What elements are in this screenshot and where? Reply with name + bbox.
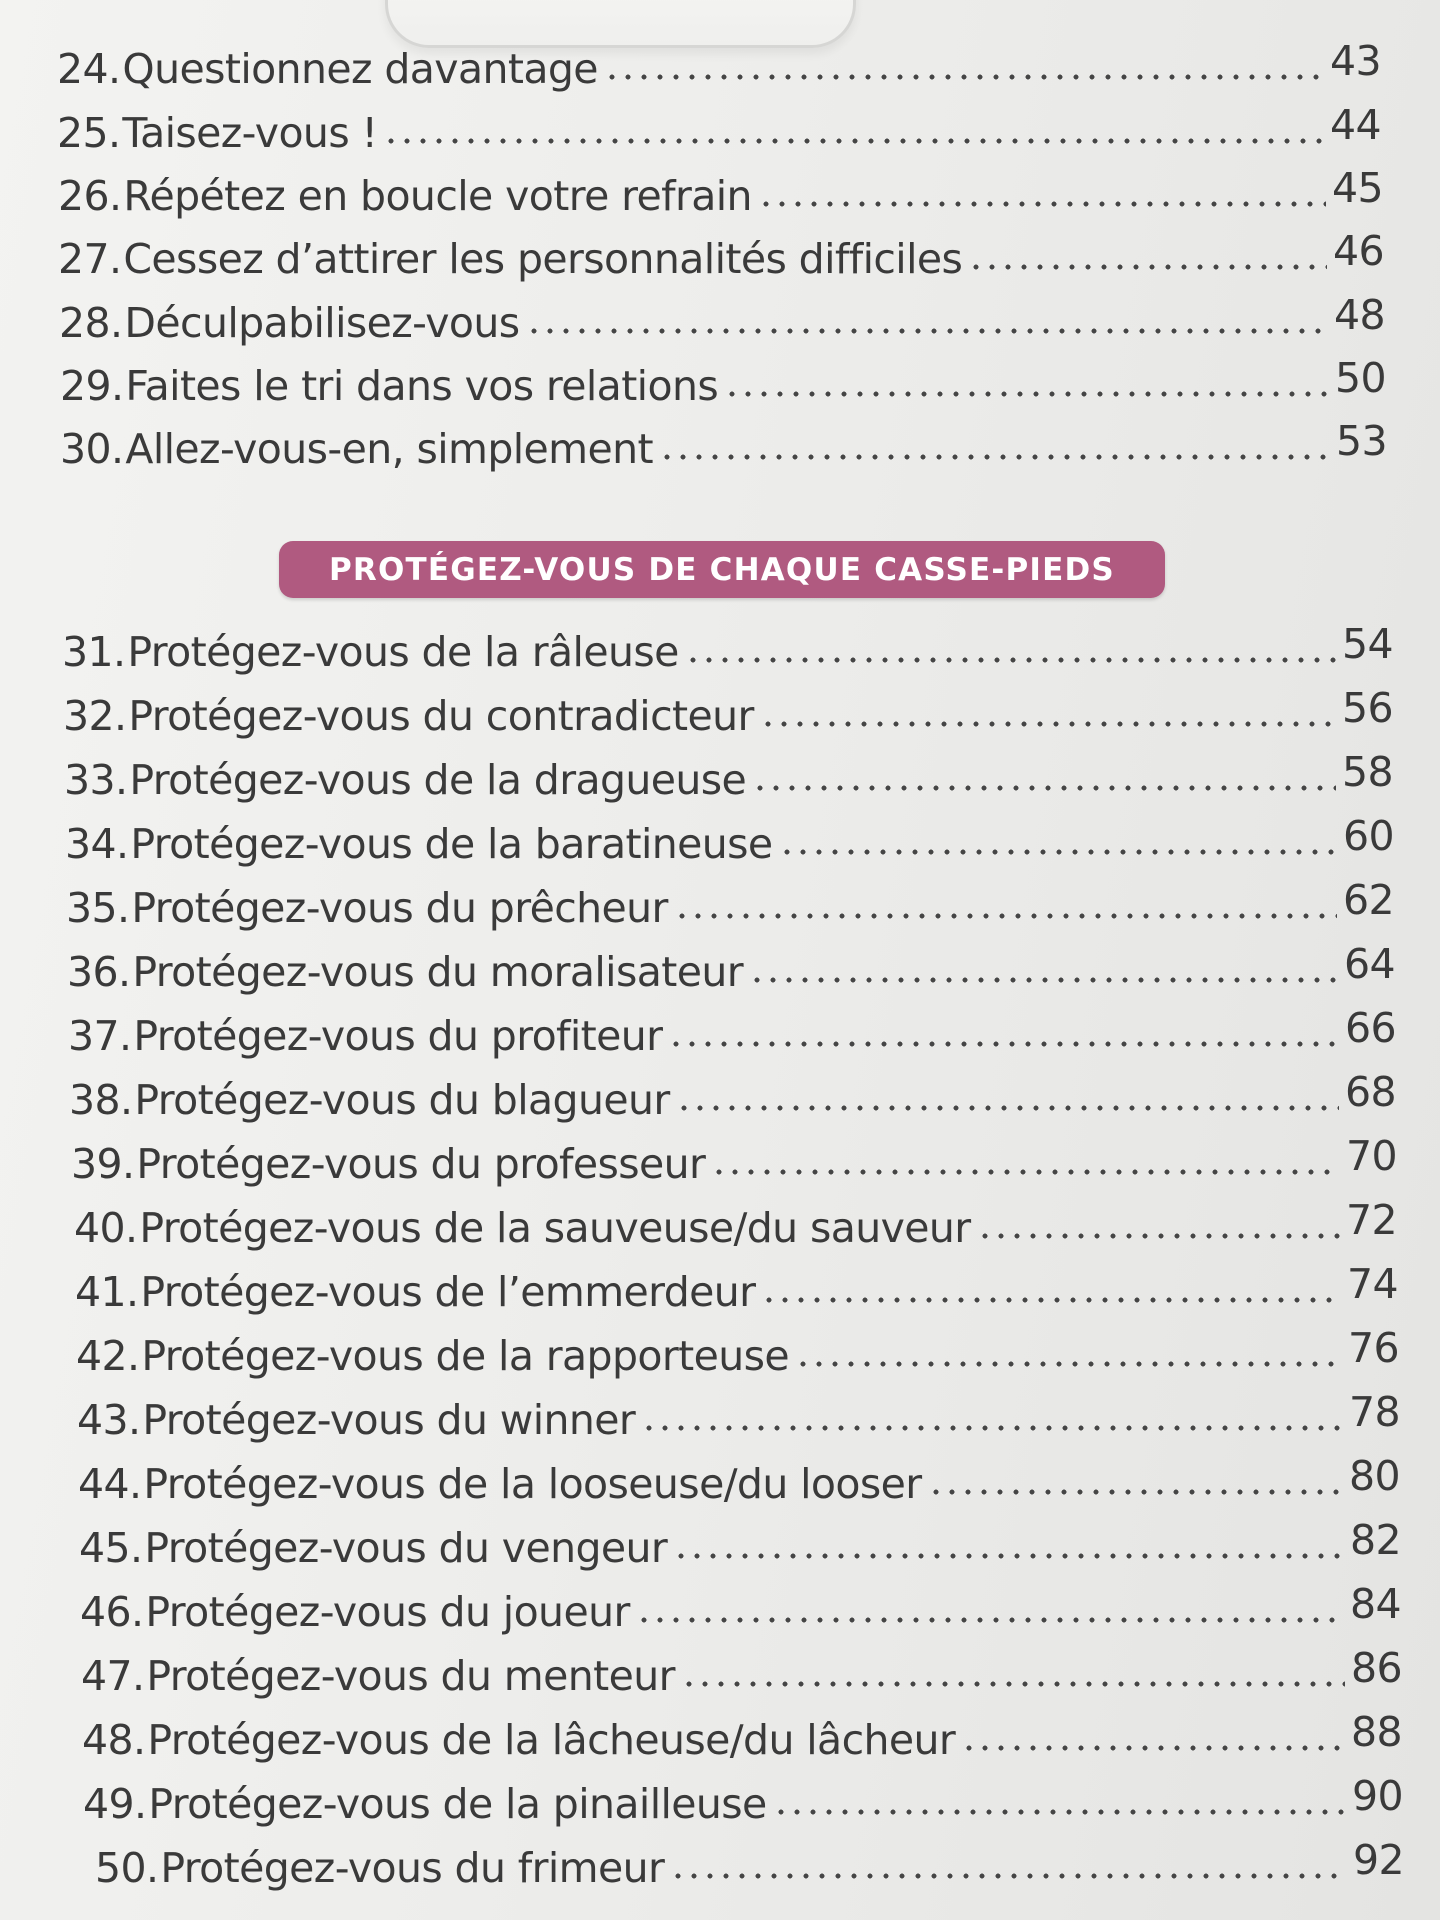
- entry-title: Protégez-vous de la looseuse/du looser: [143, 1460, 922, 1508]
- entry-number: 35.: [66, 884, 130, 932]
- entry-title: Protégez-vous du professeur: [136, 1140, 706, 1188]
- toc-entry: [82, 1708, 1402, 1765]
- dot-leader: [758, 200, 1326, 208]
- toc-entry: [67, 940, 1395, 997]
- entry-page-number: 74: [1347, 1260, 1398, 1308]
- entry-number: 33.: [64, 756, 128, 804]
- entry-page-number: 45: [1332, 164, 1383, 212]
- entry-title: Faites le tri dans vos relations: [125, 362, 719, 410]
- toc-entry: [64, 748, 1393, 805]
- toc-entry: [68, 1004, 1396, 1061]
- toc-entry: [78, 1452, 1400, 1509]
- entry-title: Protégez-vous de la rapporteuse: [141, 1332, 790, 1380]
- entry-number: 26.: [58, 172, 122, 220]
- dot-leader: [383, 137, 1324, 145]
- entry-number: 34.: [65, 820, 129, 868]
- entry-page-number: 54: [1342, 620, 1393, 668]
- entry-page-number: 50: [1335, 354, 1386, 402]
- entry-title: Protégez-vous du menteur: [146, 1652, 675, 1700]
- dot-leader: [773, 1808, 1346, 1816]
- entry-page-number: 62: [1343, 876, 1394, 924]
- entry-title: Déculpabilisez-vous: [124, 299, 520, 347]
- entry-title: Protégez-vous de la râleuse: [127, 628, 679, 676]
- dot-leader: [673, 1552, 1344, 1560]
- entry-page-number: 72: [1346, 1196, 1397, 1244]
- toc-entry: [79, 1516, 1401, 1573]
- toc-entry: [63, 684, 1393, 741]
- toc-entry: [76, 1324, 1399, 1381]
- entry-title: Protégez-vous de la baratineuse: [130, 820, 773, 868]
- dot-leader: [968, 263, 1327, 271]
- entry-number: 31.: [62, 628, 126, 676]
- entry-page-number: 80: [1349, 1452, 1400, 1500]
- entry-number: 49.: [83, 1780, 147, 1828]
- entry-page-number: 68: [1345, 1068, 1396, 1116]
- entry-title: Questionnez davantage: [122, 45, 598, 93]
- entry-number: 45.: [79, 1524, 143, 1572]
- entry-number: 28.: [59, 299, 123, 347]
- entry-page-number: 64: [1344, 940, 1395, 988]
- entry-title: Taisez-vous !: [122, 109, 378, 157]
- entry-page-number: 86: [1351, 1644, 1402, 1692]
- dot-leader: [681, 1680, 1345, 1688]
- toc-entry: [75, 1260, 1398, 1317]
- entry-number: 32.: [63, 692, 127, 740]
- entry-title: Protégez-vous du prêcheur: [131, 884, 668, 932]
- entry-title: Protégez-vous de la sauveuse/du sauveur: [139, 1204, 971, 1252]
- dot-leader: [676, 1104, 1339, 1112]
- toc-entry: [57, 101, 1381, 158]
- entry-page-number: 44: [1330, 101, 1381, 149]
- entry-number: 47.: [81, 1652, 145, 1700]
- entry-title: Protégez-vous du joueur: [145, 1588, 630, 1636]
- toc-entry: [57, 37, 1381, 94]
- toc-entry: [80, 1580, 1401, 1637]
- entry-title: Répétez en boucle votre refrain: [123, 172, 752, 220]
- entry-number: 39.: [71, 1140, 135, 1188]
- dot-leader: [749, 976, 1338, 984]
- entry-title: Allez-vous-en, simplement: [125, 425, 653, 473]
- toc-entry: [69, 1068, 1396, 1125]
- toc-entry: [95, 1836, 1404, 1893]
- dot-leader: [604, 73, 1324, 81]
- entry-page-number: 53: [1336, 417, 1387, 465]
- entry-number: 38.: [69, 1076, 133, 1124]
- entry-number: 25.: [57, 109, 121, 157]
- entry-title: Protégez-vous de la pinailleuse: [148, 1780, 767, 1828]
- entry-number: 37.: [68, 1012, 132, 1060]
- entry-number: 27.: [58, 235, 122, 283]
- dot-leader: [795, 1360, 1342, 1368]
- dot-leader: [928, 1488, 1343, 1496]
- entry-page-number: 46: [1333, 227, 1384, 275]
- entry-number: 46.: [80, 1588, 144, 1636]
- section-heading-text: PROTÉGEZ-VOUS DE CHAQUE CASSE-PIEDS: [329, 551, 1115, 588]
- dot-leader: [752, 784, 1336, 792]
- toc-entry: [60, 354, 1386, 411]
- entry-number: 50.: [95, 1844, 159, 1892]
- dot-leader: [670, 1872, 1347, 1880]
- toc-entry: [81, 1644, 1402, 1701]
- dot-leader: [724, 390, 1329, 398]
- entry-page-number: 56: [1342, 684, 1393, 732]
- dot-leader: [977, 1232, 1340, 1240]
- entry-number: 29.: [60, 362, 124, 410]
- entry-page-number: 88: [1351, 1708, 1402, 1756]
- dot-leader: [659, 453, 1330, 461]
- entry-page-number: 82: [1350, 1516, 1401, 1564]
- entry-number: 48.: [82, 1716, 146, 1764]
- toc-entry: [66, 876, 1394, 933]
- toc-entry: [83, 1772, 1403, 1829]
- entry-page-number: 78: [1349, 1388, 1400, 1436]
- entry-page-number: 43: [1330, 37, 1381, 85]
- entry-title: Cessez d’attirer les personnalités difficiles: [123, 235, 963, 283]
- entry-title: Protégez-vous du moralisateur: [132, 948, 743, 996]
- entry-title: Protégez-vous du vengeur: [144, 1524, 668, 1572]
- dot-leader: [526, 327, 1328, 335]
- entry-title: Protégez-vous du profiteur: [133, 1012, 663, 1060]
- toc-entry: [65, 812, 1394, 869]
- entry-title: Protégez-vous de la lâcheuse/du lâcheur: [147, 1716, 956, 1764]
- dot-leader: [668, 1040, 1339, 1048]
- entry-title: Protégez-vous de l’emmerdeur: [140, 1268, 756, 1316]
- entry-page-number: 92: [1353, 1836, 1404, 1884]
- dot-leader: [641, 1424, 1343, 1432]
- entry-page-number: 76: [1348, 1324, 1399, 1372]
- dot-leader: [761, 1296, 1341, 1304]
- toc-entry: [59, 291, 1385, 348]
- entry-title: Protégez-vous du contradicteur: [128, 692, 754, 740]
- entry-page-number: 48: [1334, 291, 1385, 339]
- entry-title: Protégez-vous du frimeur: [160, 1844, 665, 1892]
- entry-title: Protégez-vous du winner: [142, 1396, 636, 1444]
- entry-page-number: 66: [1345, 1004, 1396, 1052]
- dot-leader: [711, 1168, 1340, 1176]
- dot-leader: [760, 720, 1336, 728]
- entry-number: 24.: [57, 45, 121, 93]
- toc-entry: [58, 227, 1384, 284]
- entry-number: 44.: [78, 1460, 142, 1508]
- entry-page-number: 70: [1346, 1132, 1397, 1180]
- toc-entry: [60, 417, 1387, 474]
- entry-page-number: 60: [1343, 812, 1394, 860]
- toc-entry: [62, 620, 1393, 677]
- dot-leader: [779, 848, 1337, 856]
- dot-leader: [685, 656, 1336, 664]
- page-tab-decoration: [385, 0, 856, 48]
- entry-page-number: 90: [1352, 1772, 1403, 1820]
- entry-number: 43.: [77, 1396, 141, 1444]
- toc-entry: [58, 164, 1383, 221]
- dot-leader: [674, 912, 1337, 920]
- dot-leader: [961, 1744, 1345, 1752]
- entry-page-number: 58: [1342, 748, 1393, 796]
- dot-leader: [636, 1616, 1344, 1624]
- entry-number: 30.: [60, 425, 124, 473]
- entry-page-number: 84: [1350, 1580, 1401, 1628]
- entry-number: 40.: [74, 1204, 138, 1252]
- toc-entry: [74, 1196, 1397, 1253]
- toc-entry: [77, 1388, 1400, 1445]
- entry-title: Protégez-vous de la dragueuse: [129, 756, 747, 804]
- entry-title: Protégez-vous du blagueur: [134, 1076, 670, 1124]
- entry-number: 41.: [75, 1268, 139, 1316]
- entry-number: 42.: [76, 1332, 140, 1380]
- entry-number: 36.: [67, 948, 131, 996]
- toc-entry: [71, 1132, 1397, 1189]
- section-heading: [279, 541, 1165, 598]
